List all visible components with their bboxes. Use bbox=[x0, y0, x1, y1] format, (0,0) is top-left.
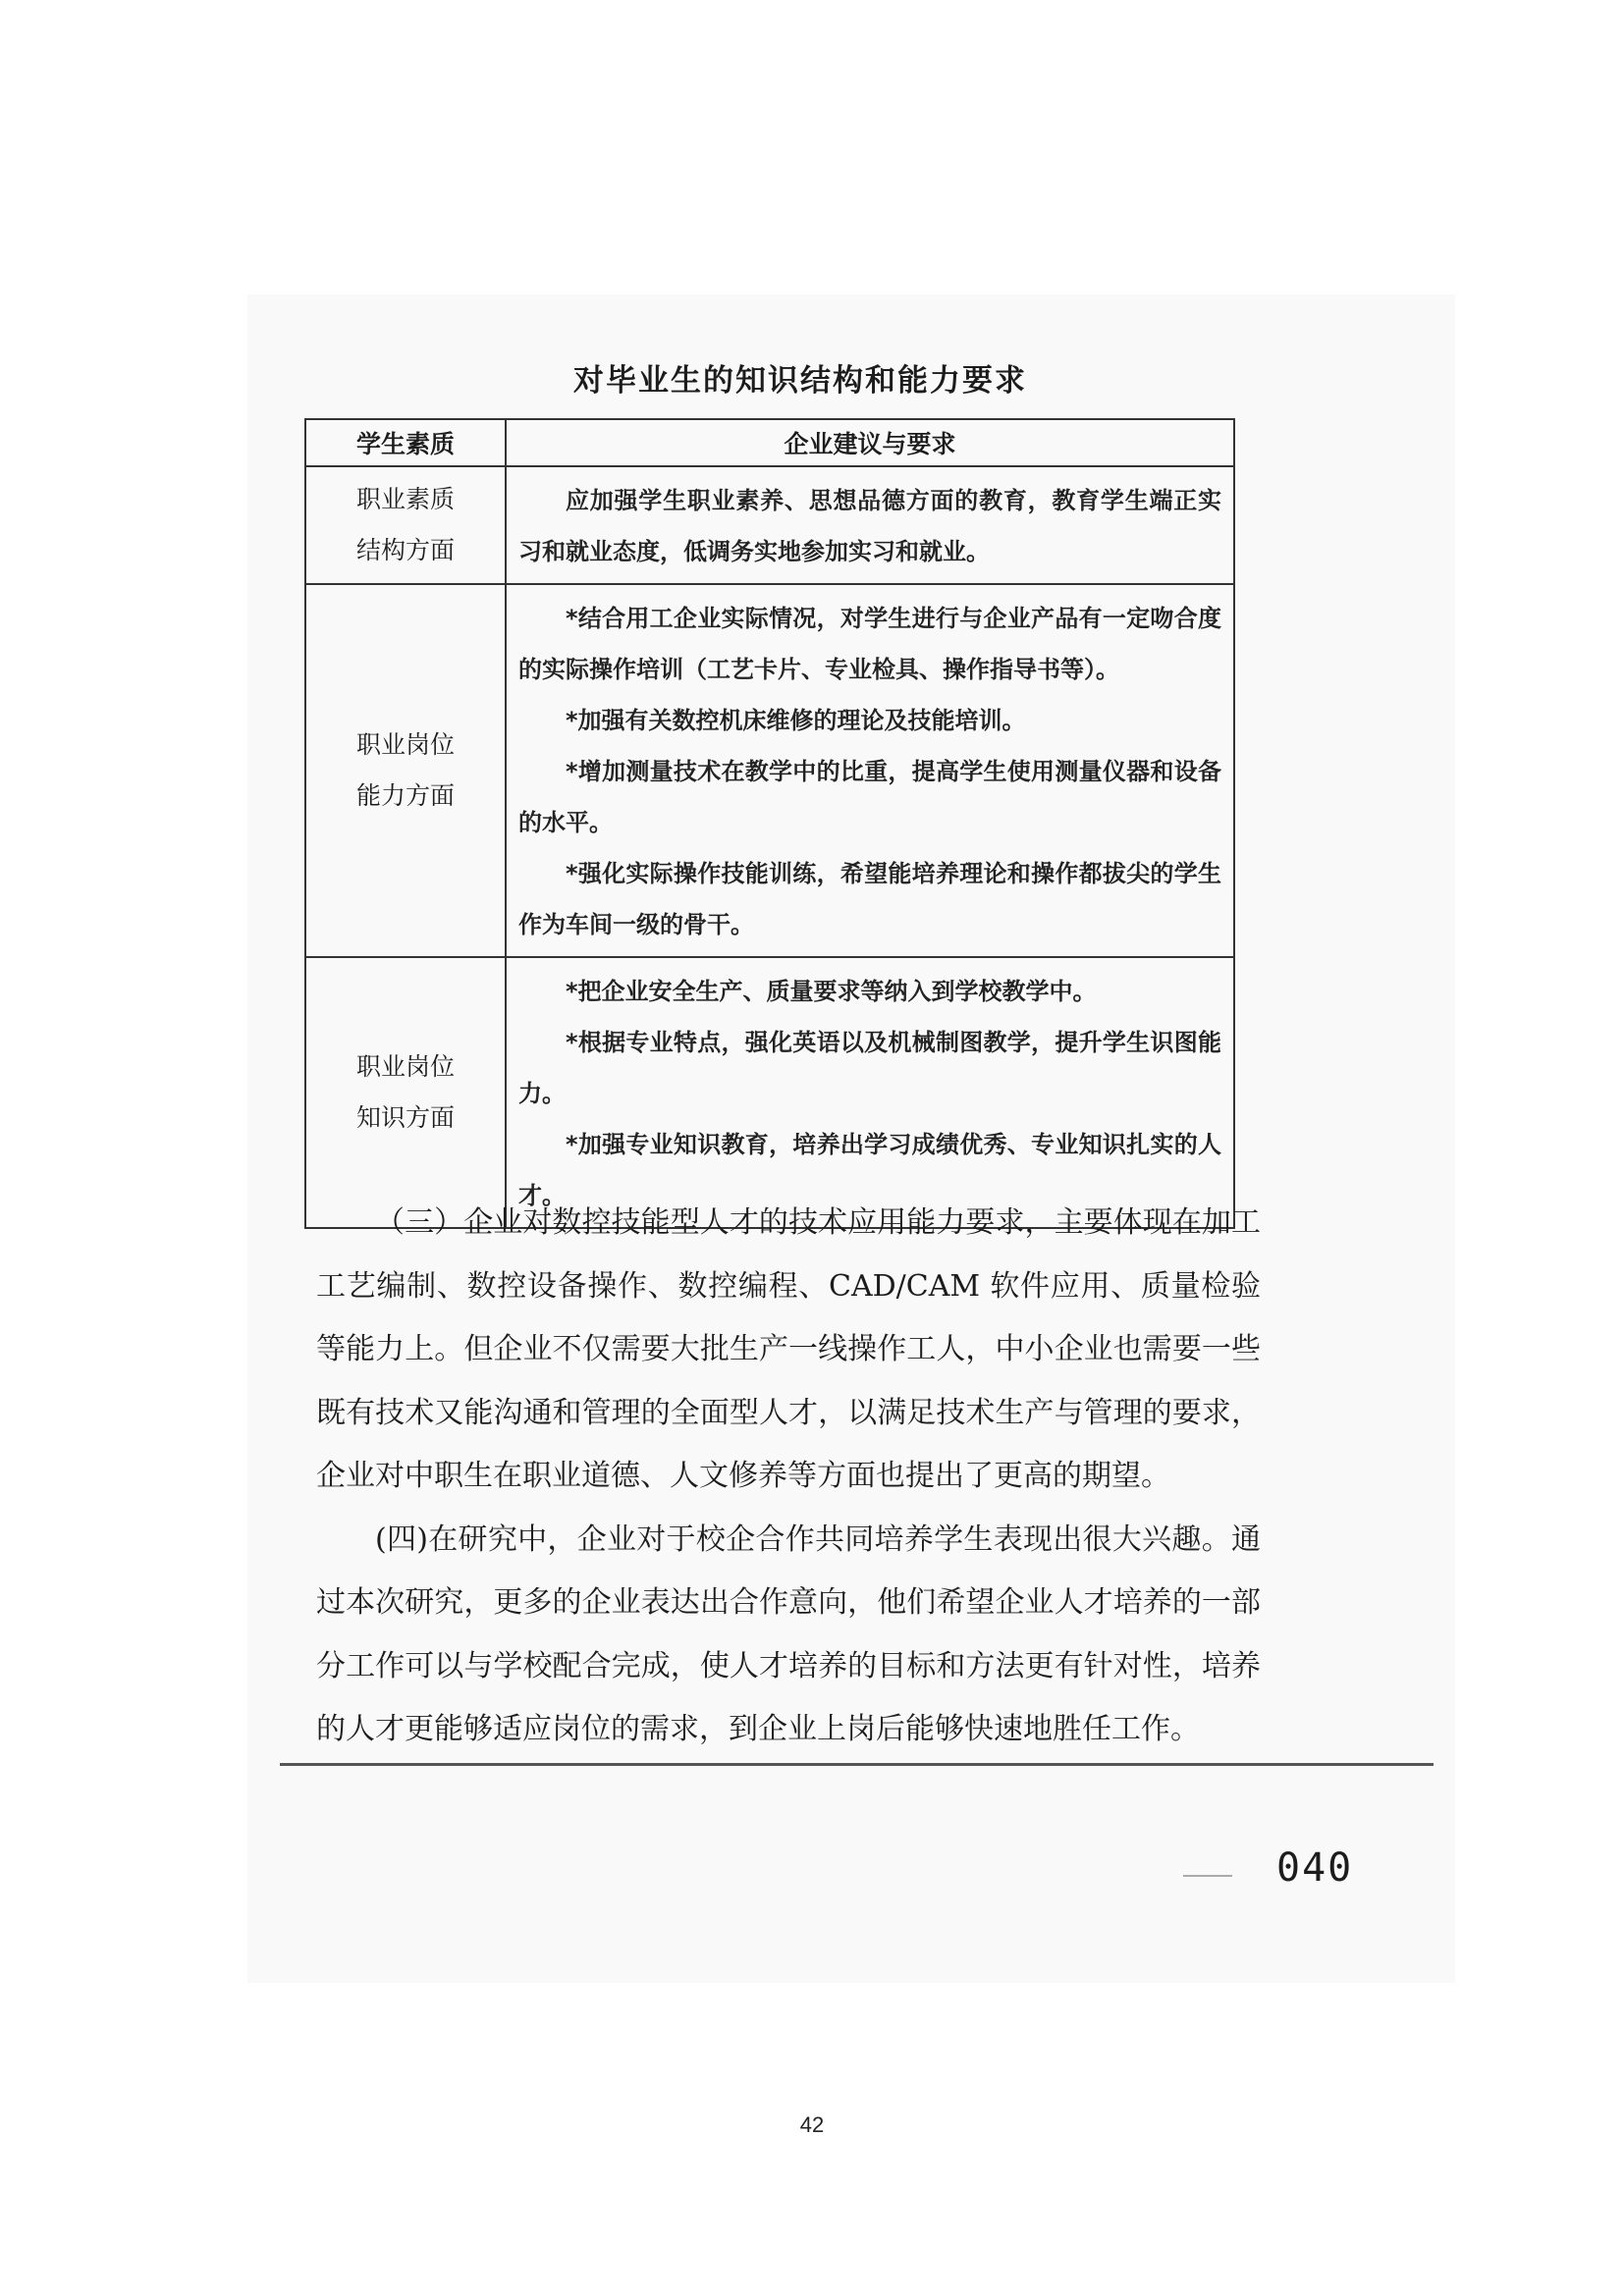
row-category bbox=[305, 957, 506, 1228]
body-text bbox=[316, 1192, 1261, 1762]
table-row bbox=[305, 466, 1234, 584]
requirement-item: *加强专业知识教育，培养出学习成绩优秀、专业知识扎实的人才。 bbox=[518, 1131, 1221, 1209]
table-title: 对毕业生的知识结构和能力要求 bbox=[573, 363, 1027, 399]
row-category bbox=[305, 584, 506, 957]
paragraph-4: (四)在研究中，企业对于校企合作共同培养学生表现出很大兴趣。通过本次研究，更多的企业表达出合作意向，他们希望企业人才培养的一部分工作可以与学校配合完成，使人才培养的目标和方法更有针对性，培养的人才更能够适应岗位的需求，到企业上岗后能够快速地胜任工作。 bbox=[316, 1522, 1261, 1746]
scan-page-number: 040 bbox=[1276, 1845, 1354, 1891]
category-line: 职业岗位 bbox=[355, 1052, 455, 1081]
requirements-table bbox=[304, 418, 1235, 1229]
pen-underline bbox=[280, 1763, 1434, 1766]
scan-mark bbox=[1183, 1875, 1232, 1877]
table-header-row bbox=[305, 419, 1234, 466]
category-line: 能力方面 bbox=[355, 781, 455, 810]
paragraph-3: （三）企业对数控技能型人才的技术应用能力要求，主要体现在加工工艺编制、数控设备操作、数控编程、CAD/CAM 软件应用、质量检验等能力上。但企业不仅需要大批生产一线操作工人，中小企业也需要一些既有技术又能沟通和管理的全面型人才，以满足技术生产与管理的要求，企业对中职生在职业道德、人文修养等方面也提出了更高的期望。 bbox=[316, 1205, 1261, 1493]
requirement-item: *增加测量技术在教学中的比重，提高学生使用测量仪器和设备的水平。 bbox=[518, 758, 1221, 836]
requirement-item: 应加强学生职业素养、思想品德方面的教育，教育学生端正实习和就业态度，低调务实地参加实习和就业。 bbox=[518, 487, 1221, 565]
category-line: 职业岗位 bbox=[355, 730, 455, 759]
category-line: 职业素质 bbox=[355, 485, 455, 513]
requirement-item: *把企业安全生产、质量要求等纳入到学校教学中。 bbox=[566, 978, 1097, 1005]
table-row bbox=[305, 584, 1234, 957]
requirement-item: *强化实际操作技能训练，希望能培养理论和操作都拔尖的学生作为车间一级的骨干。 bbox=[518, 860, 1221, 938]
header-student-quality: 学生素质 bbox=[305, 419, 506, 466]
table-row bbox=[305, 957, 1234, 1228]
row-content bbox=[506, 584, 1234, 957]
requirement-item: *加强有关数控机床维修的理论及技能培训。 bbox=[566, 707, 1026, 734]
row-category bbox=[305, 466, 506, 584]
row-content bbox=[506, 957, 1234, 1228]
header-enterprise-suggestions: 企业建议与要求 bbox=[506, 419, 1234, 466]
requirement-item: *结合用工企业实际情况，对学生进行与企业产品有一定吻合度的实际操作培训（工艺卡片、专业检具、操作指导书等）。 bbox=[518, 605, 1221, 683]
row-content bbox=[506, 466, 1234, 584]
requirement-item: *根据专业特点，强化英语以及机械制图教学，提升学生识图能力。 bbox=[518, 1029, 1221, 1107]
page-number: 42 bbox=[799, 2112, 825, 2137]
category-line: 知识方面 bbox=[355, 1103, 455, 1132]
category-line: 结构方面 bbox=[355, 536, 455, 564]
